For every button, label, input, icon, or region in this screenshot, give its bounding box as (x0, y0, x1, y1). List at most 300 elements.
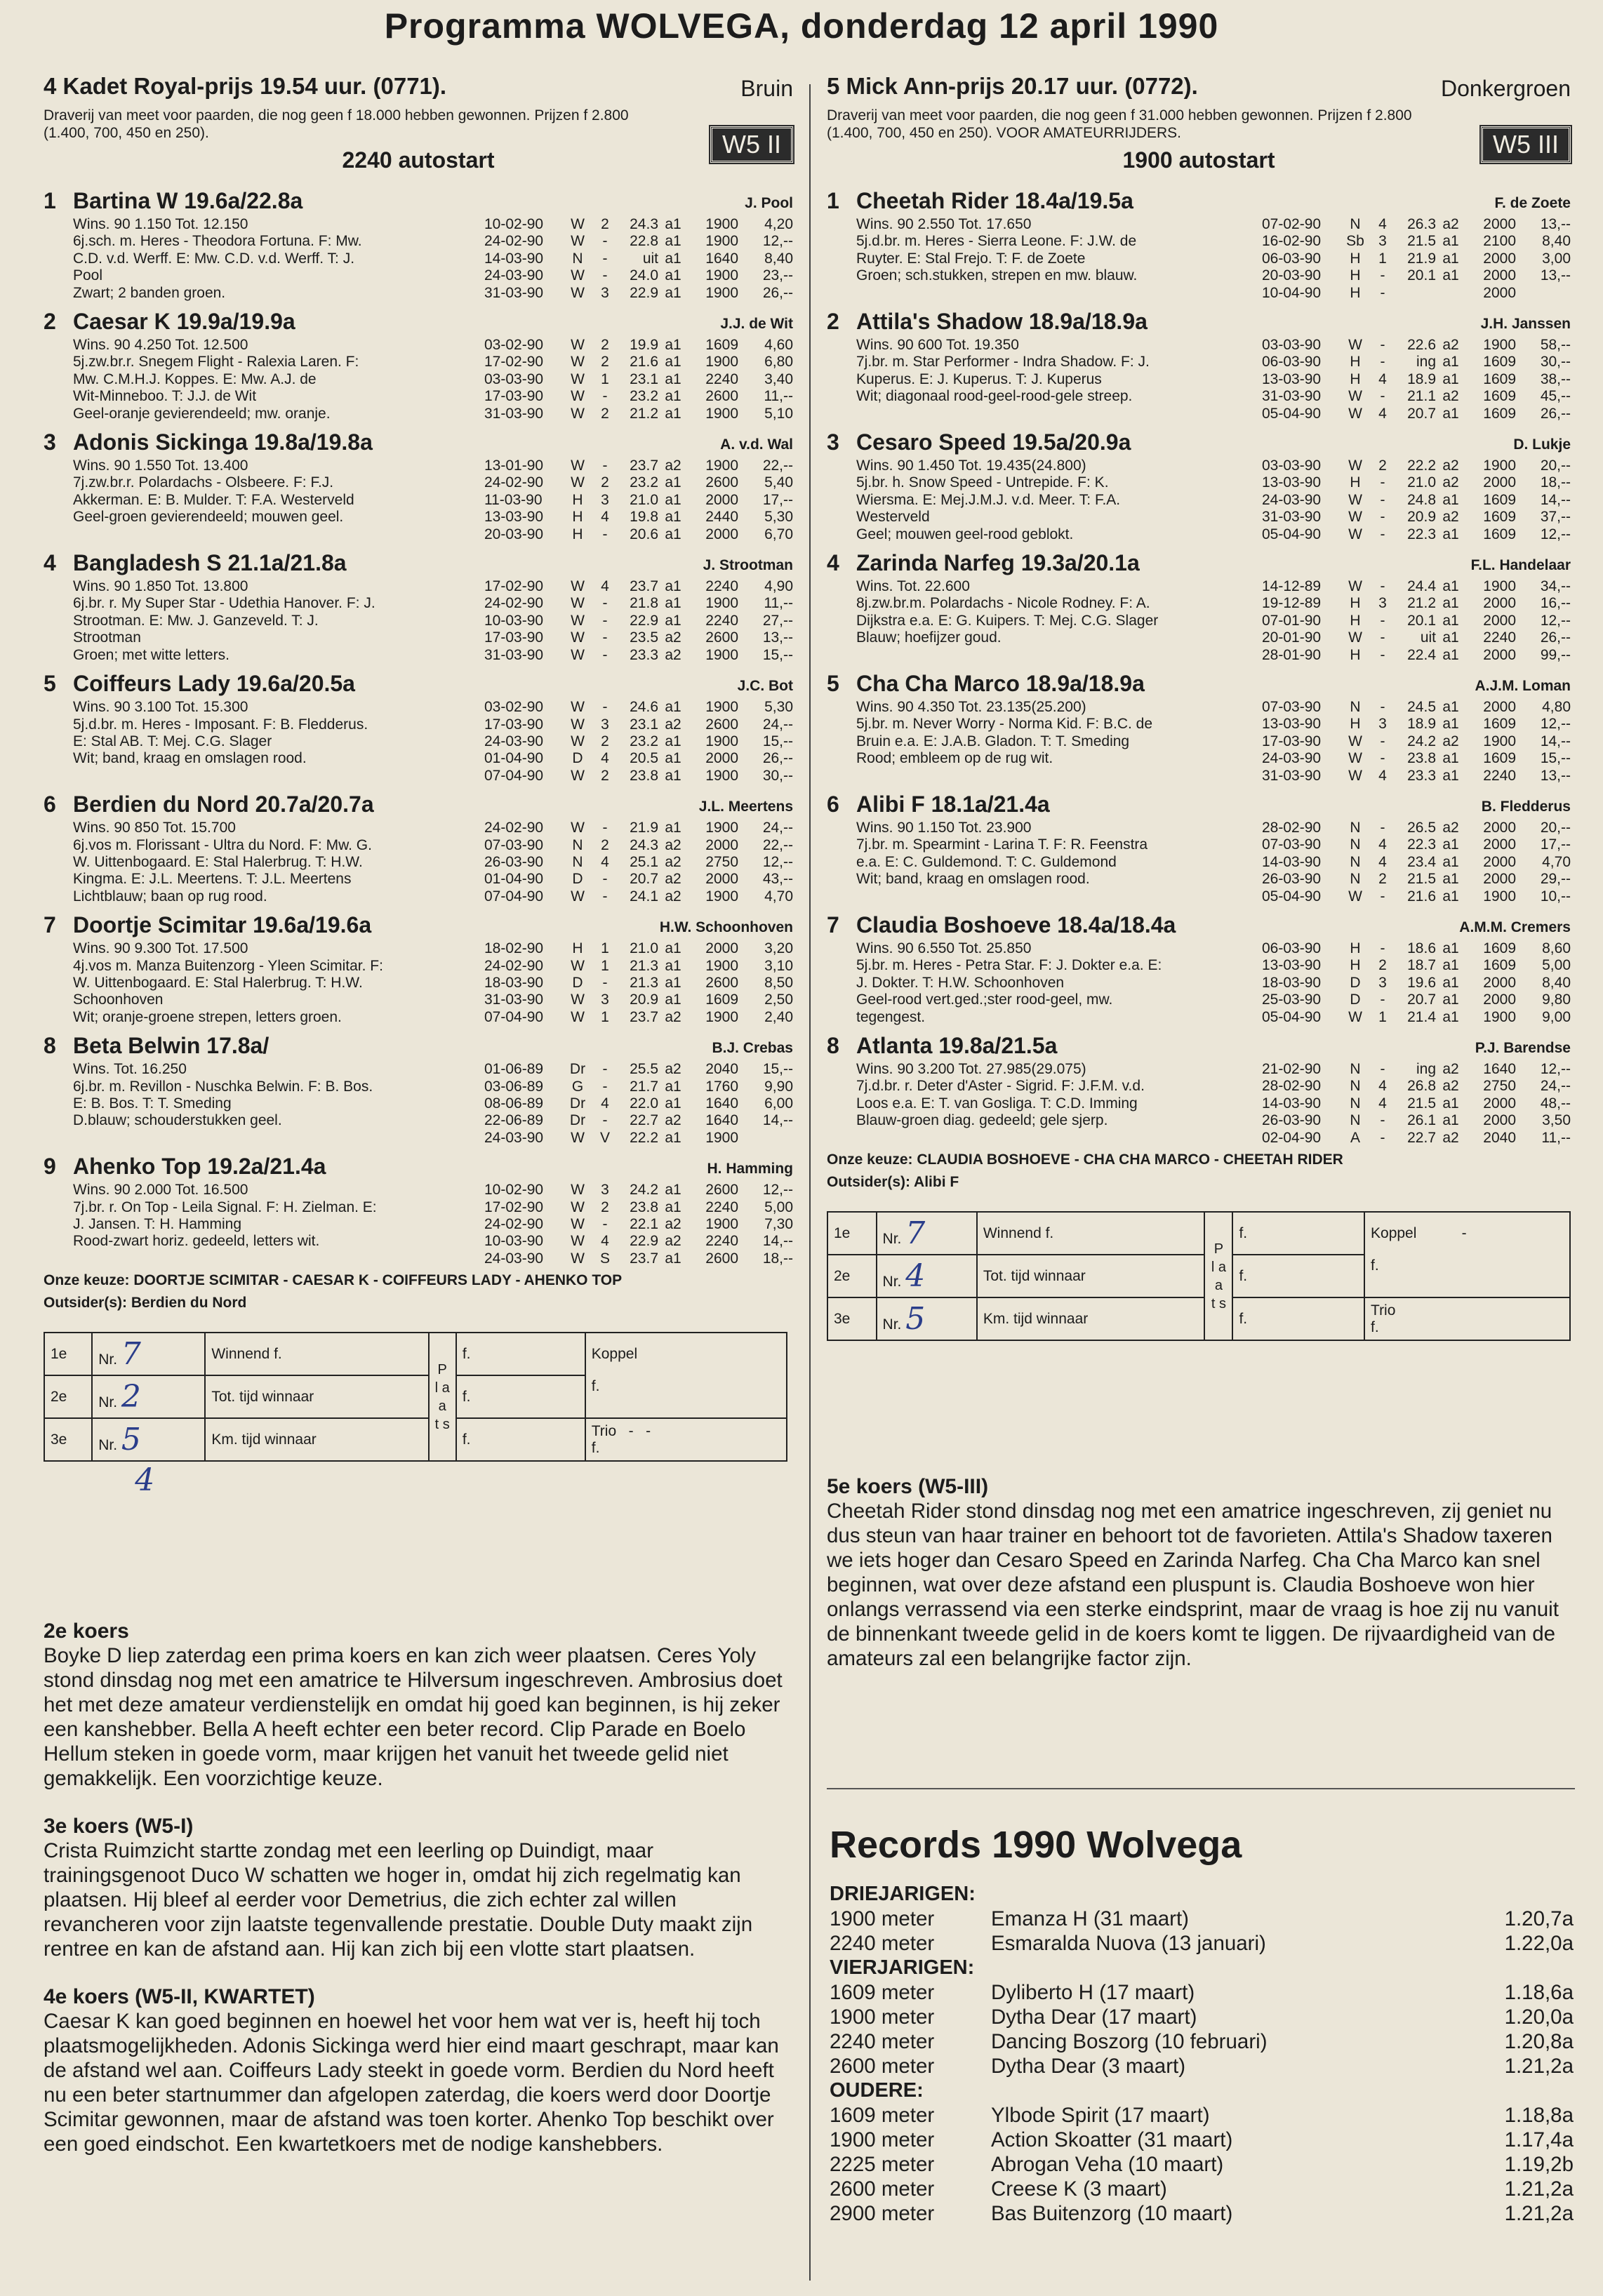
run-time: 21.0 (630, 940, 658, 957)
run-start: a2 (665, 853, 681, 870)
run-distance: 2750 (705, 853, 738, 870)
run-time: 25.1 (630, 853, 658, 870)
run-row (1262, 267, 1571, 284)
run-track: Dr (569, 1095, 586, 1112)
place-label: 3e (44, 1418, 92, 1461)
run-row (484, 371, 793, 388)
recent-runs (484, 1182, 793, 1267)
horse-info-line: J. Jansen. T: H. Hamming (73, 1215, 242, 1232)
run-time: ing (1416, 1061, 1436, 1078)
run-place: 2 (1378, 458, 1387, 474)
run-start: a1 (665, 337, 681, 354)
run-row (1262, 337, 1571, 354)
run-track: H (572, 491, 583, 508)
run-track: D (1350, 974, 1361, 991)
horse-info (856, 820, 1186, 888)
run-track: H (1350, 267, 1361, 284)
run-place: - (602, 699, 608, 716)
run-start: a2 (665, 1008, 681, 1025)
run-date: 07-01-90 (1262, 612, 1322, 629)
horse-info-line: Mw. C.M.H.J. Koppes. E: Mw. A.J. de (73, 371, 317, 387)
run-place: 4 (601, 578, 609, 595)
run-row (484, 474, 793, 491)
run-row (484, 1250, 793, 1267)
horse-info-line: Wit; band, kraag en omslagen rood. (856, 871, 1090, 888)
f-label: f. (1232, 1255, 1364, 1297)
run-date: 03-03-90 (1262, 337, 1322, 353)
run-time: 22.4 (1407, 646, 1436, 663)
run-row (484, 1130, 793, 1147)
run-track: D (572, 750, 583, 767)
run-date: 14-03-90 (1262, 853, 1322, 870)
run-distance: 2000 (1483, 871, 1516, 888)
recent-runs (1262, 820, 1571, 905)
horse-name: Zarinda Narfeg 19.3a/20.1a (856, 550, 1140, 576)
run-row (484, 716, 793, 733)
record-distance: 2600 meter (830, 2177, 935, 2201)
run-time: 26.1 (1407, 1112, 1436, 1129)
run-track: H (572, 509, 583, 526)
run-track: W (571, 233, 585, 250)
horse-info-line: Wins. 90 1.850 Tot. 13.800 (73, 578, 248, 595)
horse-info-line: Geel-rood vert.ged.;ster rood-geel, mw. (856, 992, 1113, 1008)
run-distance: 2240 (705, 371, 738, 387)
run-start: a1 (665, 595, 681, 612)
run-start: a1 (1442, 699, 1459, 716)
run-place: 2 (601, 1199, 609, 1215)
run-odds: 13,-- (1540, 767, 1571, 784)
horse-header (44, 790, 793, 820)
horse-info-line: 6j.sch. m. Heres - Theodora Fortuna. F: Mw. (73, 233, 362, 250)
commentary-text: Crista Ruimzicht startte zondag met een leerling op Duindigt, maar trainingsgenoot Duco W schatten we hoger in, omdat hij zich regelmatig kan plaatsen. Hij bleef al eerder voor Demetrius, die zich echter zal willen revancheren voor zijn laatste tegenvallende prestatie. Double Duty maakt zijn rentree en kan de afstand aan. Hij kan zich bij een vlotte start plaatsen. (44, 1839, 753, 1961)
horse-info-line: Rood-zwart horiz. gedeeld, letters wit. (73, 1233, 320, 1250)
run-start: a2 (1442, 509, 1459, 526)
run-row (1262, 1112, 1571, 1129)
run-place: - (1380, 526, 1385, 542)
run-place: 4 (1378, 371, 1387, 387)
winnend-label: Winnend f. (205, 1333, 428, 1375)
outsiders: Outsider(s): Alibi F (827, 1174, 959, 1191)
run-track: G (571, 1078, 584, 1095)
recent-runs (484, 578, 793, 664)
race-badge: W5 II (710, 126, 793, 163)
run-track: H (1350, 354, 1361, 371)
run-place: - (602, 267, 608, 284)
horse-entry (44, 911, 793, 1026)
horse-body (44, 820, 793, 905)
run-start: a1 (1442, 716, 1459, 733)
horse-info-line: Wins. 90 9.300 Tot. 17.500 (73, 940, 248, 957)
record-row (830, 2054, 1574, 2078)
run-row (484, 1233, 793, 1250)
run-track: W (571, 595, 585, 612)
horse-header (827, 790, 1571, 820)
run-track: H (1350, 716, 1361, 733)
run-distance: 1609 (1483, 491, 1516, 508)
run-distance: 1609 (1483, 940, 1516, 957)
run-time: 23.7 (630, 458, 658, 474)
horse-name: Cheetah Rider 18.4a/19.5a (856, 188, 1133, 213)
run-time: 21.1 (1407, 388, 1436, 405)
run-date: 07-04-90 (484, 888, 544, 905)
record-time: 1.18,8a (1504, 2104, 1574, 2127)
run-start: a1 (665, 1182, 681, 1199)
run-odds: 11,-- (1541, 1129, 1571, 1146)
run-row (484, 768, 793, 785)
nr-label: Nr. (98, 1351, 118, 1368)
run-track: W (571, 1182, 585, 1199)
run-track: N (1350, 699, 1361, 716)
run-odds: 26,-- (1540, 629, 1571, 646)
horse-driver: B.J. Crebas (712, 1040, 793, 1057)
run-track: W (1348, 491, 1362, 508)
run-place: 2 (601, 337, 609, 354)
commentary-text: Boyke D liep zaterdag een prima koers en kan zich weer plaatsen. Ceres Yoly stond dinsdag nog met een amatrice te Hilversum ingeschreven. Ambrosius doet het met deze amateur verdienstelijk en omdat hij goed kan beginnen, is hij zeker een kanshebber. Bella A heeft echter een beter record. Clip Parade en Boelo Hellum steken in goede vorm, maar krijgen het vanuit het tweede gelid niet gemakkelijk. Een voorzichtige keuze. (44, 1644, 783, 1790)
horse-body (44, 216, 793, 302)
run-start: a1 (1442, 646, 1459, 663)
horse-info-line: Wins. 90 2.550 Tot. 17.650 (856, 216, 1032, 232)
run-place: - (1380, 820, 1385, 836)
run-track: W (571, 612, 585, 629)
horse-info-line: Wiersma. E: Mej.J.M.J. v.d. Meer. T: F.A. (856, 491, 1121, 508)
run-date: 24-02-90 (484, 957, 544, 974)
horse-entry (827, 428, 1571, 543)
run-odds: 15,-- (762, 733, 793, 749)
run-place: - (602, 388, 608, 405)
f-label: f. (1232, 1212, 1364, 1255)
run-date: 24-03-90 (484, 1129, 544, 1146)
run-place: 2 (1378, 957, 1387, 974)
commentary-title: 4e koers (W5-II, KWARTET) (44, 1985, 315, 2008)
run-time: 20.1 (1407, 267, 1436, 284)
run-start: a1 (1442, 267, 1459, 284)
horse-number: 6 (44, 792, 56, 817)
run-start: a1 (665, 1129, 681, 1146)
run-odds: 4,60 (764, 337, 793, 354)
run-odds: 58,-- (1540, 337, 1571, 353)
run-distance: 2000 (1483, 284, 1516, 301)
recent-runs (484, 216, 793, 302)
f-label: f. (585, 1375, 787, 1418)
run-track: W (571, 1129, 585, 1146)
run-start: a2 (665, 836, 681, 853)
run-track: W (571, 820, 585, 836)
run-date: 28-01-90 (1262, 646, 1322, 663)
horse-driver: J.C. Bot (737, 678, 793, 695)
run-row (484, 1112, 793, 1129)
run-track: W (571, 716, 585, 733)
run-odds: 12,-- (1540, 612, 1571, 629)
run-row (1262, 733, 1571, 750)
record-horse: Dancing Boszorg (10 februari) (991, 2030, 1268, 2053)
horse-number: 5 (44, 671, 56, 697)
run-place: - (602, 250, 608, 267)
record-horse: Creese K (3 maart) (991, 2177, 1167, 2201)
horse-list (827, 187, 1571, 1147)
run-start: a2 (665, 1233, 681, 1250)
run-odds: 24,-- (762, 820, 793, 836)
run-distance: 1900 (1483, 888, 1516, 905)
run-row (484, 1079, 793, 1095)
run-row (484, 733, 793, 750)
run-place: 3 (601, 491, 609, 508)
horse-header (44, 669, 793, 699)
run-start: a2 (1442, 337, 1459, 353)
run-time: 18.7 (1407, 957, 1436, 974)
horse-info (856, 216, 1186, 285)
run-time: 19.6 (1407, 974, 1436, 991)
run-date: 24-03-90 (484, 267, 544, 284)
record-distance: 2225 meter (830, 2153, 935, 2176)
run-start: a1 (1442, 526, 1459, 542)
run-distance: 1640 (1483, 1061, 1516, 1078)
record-time: 1.21,2a (1504, 2055, 1574, 2078)
run-start: a1 (665, 1078, 681, 1095)
run-track: D (572, 974, 583, 991)
run-odds: 22,-- (762, 458, 793, 474)
run-place: - (602, 1078, 608, 1095)
horse-driver: H.W. Schoonhoven (659, 919, 793, 936)
run-start: a1 (665, 371, 681, 387)
outsiders: Outsider(s): Berdien du Nord (44, 1295, 247, 1311)
run-date: 07-02-90 (1262, 216, 1322, 232)
run-time: 20.1 (1407, 612, 1436, 629)
horse-info (73, 1061, 403, 1130)
record-time: 1.19,2b (1504, 2153, 1574, 2176)
horse-info-line: E: Stal AB. T: Mej. C.G. Slager (73, 733, 272, 749)
record-horse: Emanza H (31 maart) (991, 1907, 1189, 1930)
run-track: N (572, 836, 583, 853)
run-time: 18.9 (1407, 716, 1436, 733)
horse-info-line: Wins. 90 2.000 Tot. 16.500 (73, 1182, 248, 1199)
run-distance: 2600 (705, 388, 738, 405)
run-time: 21.5 (1407, 871, 1436, 888)
horse-info (856, 940, 1186, 1026)
run-start: a1 (1442, 233, 1459, 250)
run-track: W (571, 371, 585, 387)
f-label: f. (591, 1439, 600, 1456)
run-date: 24-02-90 (484, 1215, 544, 1232)
race-title: 4 Kadet Royal-prijs 19.54 uur. (0771). (44, 73, 447, 99)
run-row (484, 233, 793, 250)
run-distance: 1900 (1483, 1008, 1516, 1025)
horse-entry (44, 187, 793, 302)
horse-body (44, 337, 793, 422)
run-row (1262, 957, 1571, 974)
run-odds: 15,-- (762, 1061, 793, 1078)
horse-info-line: Wins. 90 1.550 Tot. 13.400 (73, 458, 248, 474)
run-time: 26.3 (1407, 216, 1436, 232)
run-distance: 1900 (705, 405, 738, 422)
record-row (830, 1931, 1574, 1956)
place-label: 1e (44, 1333, 92, 1375)
run-distance: 1609 (705, 992, 738, 1008)
run-place: 4 (1378, 1095, 1387, 1112)
horse-info-line: Strootman. E: Mw. J. Ganzeveld. T: J. (73, 612, 319, 629)
horse-info-line: Bruin e.a. E: J.A.B. Gladon. T: T. Smeding (856, 733, 1130, 749)
horse-name: Coiffeurs Lady 19.6a/20.5a (73, 671, 355, 697)
recent-runs (484, 699, 793, 785)
horse-info-line: 4j.vos m. Manza Buitenzorg - Yleen Scimitar. F: (73, 957, 383, 974)
race-badge: W5 III (1481, 126, 1571, 163)
run-distance: 1609 (1483, 957, 1516, 974)
record-row (830, 1980, 1574, 2005)
run-time: 23.8 (630, 1199, 658, 1215)
run-track: Sb (1346, 233, 1364, 250)
run-distance: 1900 (705, 957, 738, 974)
record-horse: Ylbode Spirit (17 maart) (991, 2104, 1210, 2127)
run-date: 10-03-90 (484, 1233, 544, 1250)
run-place: 3 (601, 1182, 609, 1199)
run-track: W (571, 458, 585, 474)
run-date: 03-02-90 (484, 337, 544, 354)
run-track: W (571, 888, 585, 905)
run-start: a1 (1442, 629, 1459, 646)
run-place: 4 (1378, 853, 1387, 870)
run-odds: 13,-- (1540, 267, 1571, 284)
run-time: 21.4 (1407, 1008, 1436, 1025)
run-time: 24.5 (1407, 699, 1436, 716)
horse-list (44, 187, 793, 1267)
horse-name: Claudia Boshoeve 18.4a/18.4a (856, 912, 1176, 938)
record-distance: 1609 meter (830, 2104, 935, 2127)
run-time: 22.9 (630, 612, 658, 629)
horse-info (73, 940, 403, 1026)
run-start: a2 (1442, 458, 1459, 474)
horse-info-line: 5j.d.br. m. Heres - Imposant. F: B. Fledderus. (73, 716, 368, 733)
records-category: DRIEJARIGEN: (830, 1883, 976, 1905)
run-row (484, 975, 793, 992)
horse-body (827, 820, 1571, 905)
horse-info-line: W. Uittenbogaard. E: Stal Halerbrug. T: H.W. (73, 853, 363, 870)
horse-info-line: Ruyter. E: Stal Frejo. T: F. de Zoete (856, 250, 1086, 267)
run-odds: 26,-- (1540, 405, 1571, 422)
horse-number: 4 (44, 550, 56, 576)
run-date: 07-03-90 (484, 836, 544, 853)
horse-info-line: Strootman (73, 629, 141, 646)
run-date: 31-03-90 (484, 405, 544, 422)
horse-body (44, 578, 793, 664)
run-track: N (1350, 1112, 1361, 1129)
run-odds: 8,40 (764, 250, 793, 267)
record-horse: Esmaralda Nuova (13 januari) (991, 1932, 1266, 1955)
handwritten-nr: 2 (121, 1379, 141, 1415)
run-track: W (1348, 458, 1362, 474)
run-time: 23.2 (630, 733, 658, 749)
run-place: - (602, 629, 608, 646)
horse-body (44, 1061, 793, 1147)
run-time: 23.1 (630, 716, 658, 733)
run-distance: 1760 (705, 1078, 738, 1095)
recent-runs (1262, 337, 1571, 422)
horse-info-line: Kingma. E: J.L. Meertens. T: J.L. Meertens (73, 871, 352, 888)
run-date: 14-03-90 (1262, 1095, 1322, 1112)
run-distance: 2000 (1483, 1112, 1516, 1129)
race-distance: 2240 autostart (342, 147, 495, 173)
run-start: a1 (1442, 853, 1459, 870)
run-time (1395, 285, 1436, 302)
record-row (830, 2103, 1574, 2128)
horse-info-line: Groen; sch.stukken, strepen en mw. blauw. (856, 267, 1138, 284)
run-odds: 18,-- (1540, 474, 1571, 491)
run-track: Dr (569, 1112, 586, 1129)
horse-info-line: D.blauw; schouderstukken geel. (73, 1112, 282, 1129)
horse-info-line: 5j.br. m. Heres - Petra Star. F: J. Dokter e.a. E: (856, 957, 1162, 974)
run-time: 21.9 (630, 820, 658, 836)
run-time: 23.8 (630, 767, 658, 784)
record-row (830, 2201, 1574, 2226)
handwritten-nr: 5 (905, 1301, 926, 1337)
run-odds: 4,70 (764, 888, 793, 905)
run-track: W (571, 578, 585, 595)
run-track: D (1350, 992, 1361, 1008)
run-track: W (1348, 337, 1362, 353)
run-time: 22.0 (630, 1095, 658, 1112)
horse-name: Ahenko Top 19.2a/21.4a (73, 1154, 326, 1180)
run-place: 3 (601, 716, 609, 733)
horse-body (827, 940, 1571, 1026)
run-time: 24.8 (1407, 491, 1436, 508)
run-place: - (1380, 388, 1385, 405)
run-row (484, 940, 793, 957)
race-title: 5 Mick Ann-prijs 20.17 uur. (0772). (827, 73, 1198, 99)
run-row (484, 699, 793, 716)
run-track: W (1348, 1008, 1362, 1025)
run-time: 23.3 (630, 646, 658, 663)
run-distance: 2600 (705, 1182, 738, 1199)
horse-info (856, 337, 1186, 406)
run-row (484, 1095, 793, 1112)
dash: - (628, 1422, 634, 1439)
run-place: - (602, 974, 608, 991)
horse-info (73, 578, 403, 664)
recent-runs (484, 940, 793, 1026)
run-start: a1 (665, 267, 681, 284)
run-time: 20.9 (630, 992, 658, 1008)
run-start: a1 (665, 1250, 681, 1267)
run-odds: 48,-- (1540, 1095, 1571, 1112)
run-place: 2 (601, 767, 609, 784)
place-label: 1e (827, 1212, 877, 1255)
run-place: - (602, 233, 608, 250)
run-row (484, 406, 793, 422)
horse-body (827, 578, 1571, 664)
run-time: 23.4 (1407, 853, 1436, 870)
run-odds: 30,-- (762, 767, 793, 784)
run-distance: 2600 (705, 1250, 738, 1267)
run-distance: 2000 (1483, 474, 1516, 491)
horse-info-line: 8j.zw.br.m. Polardachs - Nicole Rodney. F: A. (856, 595, 1150, 612)
nr-label: Nr. (882, 1316, 902, 1333)
run-row (484, 871, 793, 888)
run-odds: 12,-- (1540, 1061, 1571, 1078)
run-row (484, 251, 793, 267)
run-date: 11-03-90 (484, 491, 543, 508)
horse-name: Bangladesh S 21.1a/21.8a (73, 550, 347, 576)
run-start: a1 (1442, 1008, 1459, 1025)
run-odds: 9,90 (764, 1078, 793, 1095)
run-date: 13-03-90 (484, 509, 544, 526)
record-time: 1.20,7a (1504, 1907, 1574, 1930)
horse-entry (44, 1032, 793, 1147)
horse-info (73, 337, 403, 422)
horse-info-line: 5j.br. h. Snow Speed - Untrepide. F: K. (856, 474, 1109, 491)
run-date: 06-03-90 (1262, 250, 1322, 267)
run-row (1262, 595, 1571, 612)
run-distance: 1900 (705, 1215, 738, 1232)
horse-entry (44, 428, 793, 543)
run-odds: 6,70 (764, 526, 793, 542)
